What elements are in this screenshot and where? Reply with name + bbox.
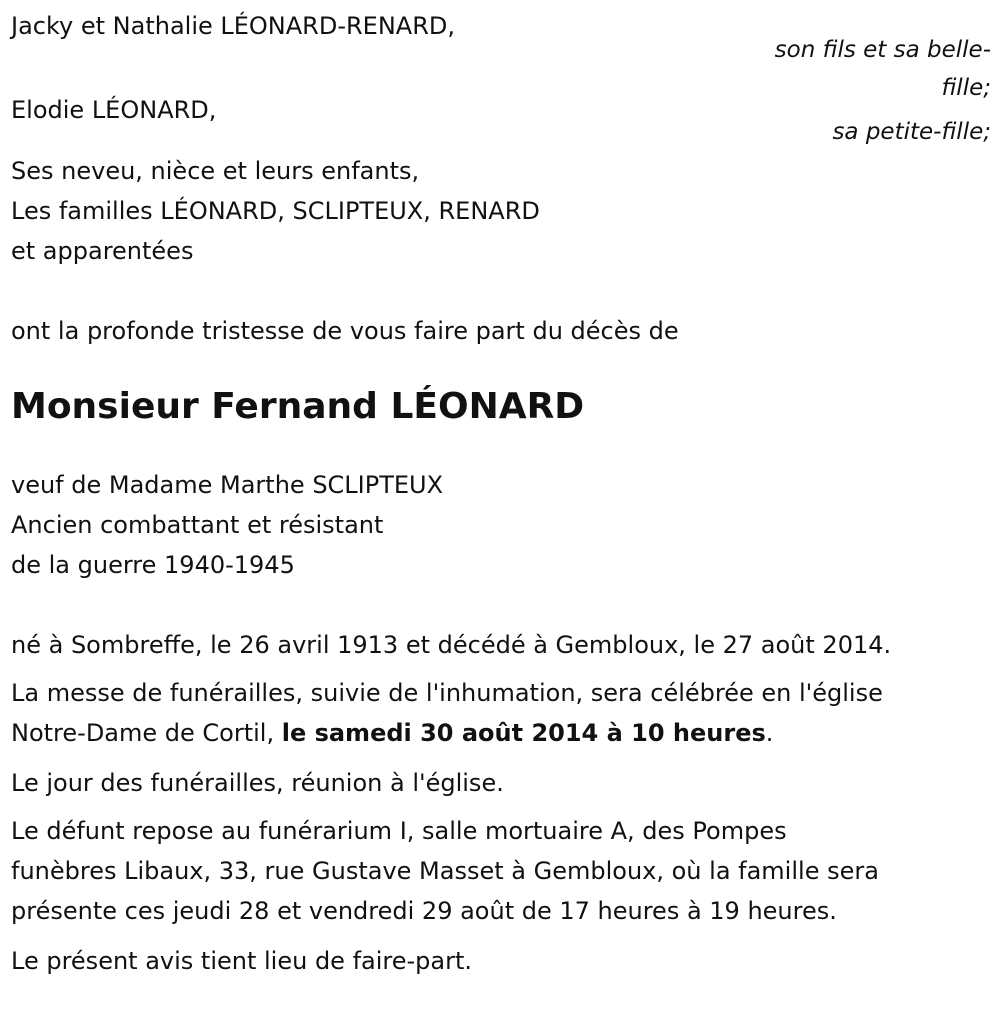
birth-death-dates: né à Sombreffe, le 26 avril 1913 et décédé à Gembloux, le 27 août 2014.: [11, 631, 892, 659]
son-relation-row: [11, 37, 991, 101]
deceased-detail-line: de la guerre 1940-1945: [11, 551, 295, 579]
relatives-line: Ses neveu, nièce et leurs enfants,: [11, 157, 420, 185]
relatives-block: [11, 151, 991, 271]
funeral-line-date: [11, 713, 991, 753]
funeral-line-end: .: [765, 719, 774, 747]
funeral-location: Notre-Dame de Cortil,: [11, 719, 282, 747]
son-names: Jacky et Nathalie LÉONARD-RENARD,: [11, 12, 455, 40]
deceased-detail-line: Ancien combattant et résistant: [11, 511, 384, 539]
funeral-line: La messe de funérailles, suivie de l'inhumation, sera célébrée en l'église: [11, 679, 883, 707]
deceased-details: [11, 465, 991, 585]
funeral-date-time: le samedi 30 août 2014 à 10 heures: [281, 719, 766, 747]
relatives-line: Les familles LÉONARD, SCLIPTEUX, RENARD: [11, 197, 540, 225]
relatives-line: et apparentées: [11, 237, 194, 265]
obituary-notice: [11, 6, 991, 981]
viewing-line: présente ces jeudi 28 et vendredi 29 août de 17 heures à 19 heures.: [11, 897, 837, 925]
family-line-granddaughter: [11, 90, 991, 145]
viewing-info: [11, 811, 991, 931]
son-relation-note-continued: fille;: [941, 75, 991, 101]
viewing-line: funèbres Libaux, 33, rue Gustave Masset à Gembloux, où la famille sera: [11, 857, 879, 885]
deceased-detail-line: veuf de Madame Marthe SCLIPTEUX: [11, 471, 444, 499]
son-relation-note: son fils et sa belle-: [774, 37, 991, 63]
deceased-name: Monsieur Fernand LÉONARD: [11, 386, 585, 427]
gathering-info: Le jour des funérailles, réunion à l'église.: [11, 769, 504, 797]
granddaughter-name: Elodie LÉONARD,: [11, 96, 217, 124]
granddaughter-relation-note: sa petite-fille;: [832, 119, 991, 145]
viewing-line: Le défunt repose au funérarium I, salle mortuaire A, des Pompes: [11, 817, 787, 845]
closing-note: Le présent avis tient lieu de faire-part.: [11, 947, 473, 975]
announcement-text: ont la profonde tristesse de vous faire part du décès de: [11, 317, 679, 345]
funeral-service: [11, 673, 991, 753]
